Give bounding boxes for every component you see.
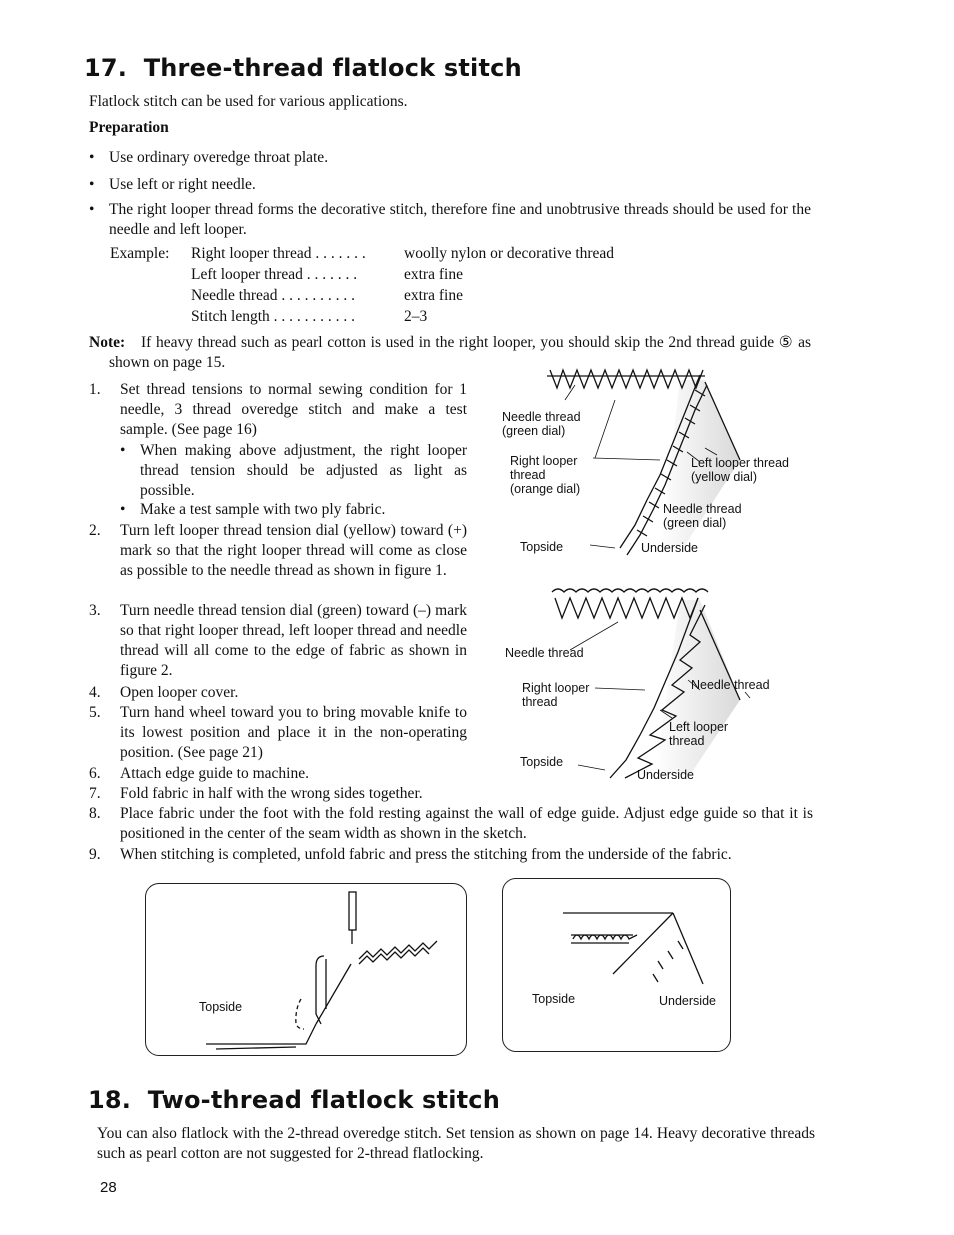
step-item: 6. Attach edge guide to machine.: [89, 765, 309, 782]
bullet-item: • Use ordinary overedge throat plate.: [89, 149, 329, 166]
bullet-item: • The right looper thread forms the decorative stitch, therefore fine and unobtrusive threads should be used for the needle and left looper.: [89, 201, 811, 238]
sketch-right-topside: Topside: [532, 992, 576, 1006]
sketch-unfolded-fabric: [502, 878, 731, 1052]
fig2-label-left-looper: Left looper thread: [669, 720, 729, 748]
step-number: 7.: [89, 785, 101, 802]
figure-1-stitch-diagram: [495, 360, 815, 560]
fig2-label-needle-thread: Needle thread: [505, 646, 584, 660]
example-value: woolly nylon or decorative thread: [404, 245, 615, 262]
fig1-label-needle-thread-right: Needle thread (green dial): [663, 502, 742, 530]
step-number: 5.: [89, 704, 101, 721]
step-item: 1. Set thread tensions to normal sewing condition for 1 needle, 3 thread overedge stitch and make a test sample. (See page 16): [89, 381, 467, 438]
step-item: 8. Place fabric under the foot with the fold resting against the wall of edge guide. Adjust edge guide so that it is positioned in the center of the seam width as shown in the sketch.: [89, 805, 813, 842]
page-number: 28: [100, 1179, 117, 1196]
step-subbullet: • When making above adjustment, the right looper thread tension should be adjusted as light as possible.: [120, 442, 467, 499]
fig1-label-left-looper: Left looper thread (yellow dial): [691, 456, 789, 484]
example-row: Needle thread . . . . . . . . . .: [191, 287, 355, 304]
note-label: Note:: [89, 334, 126, 351]
bullet-dot-icon: •: [89, 149, 95, 166]
fig2-label-topside: Topside: [520, 755, 564, 769]
bullet-dot-icon: •: [120, 501, 126, 518]
example-value: extra fine: [404, 287, 463, 304]
step-number: 9.: [89, 846, 101, 863]
bullet-item: • Use left or right needle.: [89, 176, 256, 193]
section-18-number: 18.: [88, 1086, 132, 1114]
section-18-text: You can also flatlock with the 2-thread overedge stitch. Set tension as shown on page 14. Heavy decorative threads such as pearl cotton are not suggested for 2-thread flatlocking.: [97, 1125, 815, 1162]
fig1-label-needle-thread: Needle thread (green dial): [502, 410, 581, 438]
step-number: 8.: [89, 805, 101, 822]
section-17-title: Three-thread flatlock stitch: [143, 54, 522, 82]
step-number: 6.: [89, 765, 101, 782]
fig2-label-needle-thread-right: Needle thread: [691, 678, 770, 692]
fig2-label-right-looper: Right looper thread: [522, 681, 590, 709]
step-number: 4.: [89, 684, 101, 701]
step-item: 2. Turn left looper thread tension dial (yellow) toward (+) mark so that the right looper thread will come as close as possible to the needle thread as shown in figure 1.: [89, 522, 467, 579]
fig1-label-topside: Topside: [520, 540, 564, 554]
example-row: Stitch length . . . . . . . . . . .: [191, 308, 356, 325]
sketch-left-topside: Topside: [199, 1000, 243, 1014]
example-table: [110, 244, 710, 328]
bullet-dot-icon: •: [120, 442, 126, 459]
bullet-dot-icon: •: [89, 176, 95, 193]
step-item: 7. Fold fabric in half with the wrong sides together.: [89, 785, 423, 802]
section-17-intro: Flatlock stitch can be used for various applications.: [89, 93, 408, 110]
step-number: 2.: [89, 522, 101, 539]
step-item: 3. Turn needle thread tension dial (green) toward (–) mark so that right looper thread, left looper thread and needle thread will all come to the edge of fabric as shown in figure 2.: [89, 602, 467, 679]
example-row: Right looper thread . . . . . . .: [191, 245, 366, 262]
example-value: 2–3: [404, 308, 428, 325]
fig1-label-underside: Underside: [641, 541, 698, 555]
bullet-dot-icon: •: [89, 201, 95, 218]
step-item: 5. Turn hand wheel toward you to bring movable knife to its lowest position and place it in the non-operating position. (See page 21): [89, 704, 467, 761]
sketch-edge-guide: [145, 883, 467, 1056]
unfolded-fabric-drawing: [503, 879, 730, 1051]
edge-guide-drawing: [146, 884, 466, 1055]
example-value: extra fine: [404, 266, 463, 283]
section-17-number: 17.: [84, 54, 128, 82]
fig2-label-underside: Underside: [637, 768, 694, 782]
step-number: 3.: [89, 602, 101, 619]
sketch-right-underside: Underside: [659, 994, 716, 1008]
note-text: If heavy thread such as pearl cotton is used in the right looper, you should skip the 2nd thread guide ⑤ as shown on page 15.: [109, 334, 811, 371]
step-item: 9. When stitching is completed, unfold fabric and press the stitching from the underside of the fabric.: [89, 846, 732, 863]
example-row: Left looper thread . . . . . . .: [191, 266, 358, 283]
step-subbullet: • Make a test sample with two ply fabric.: [120, 501, 386, 518]
section-18-heading: [88, 1086, 500, 1114]
section-18-title: Two-thread flatlock stitch: [147, 1086, 501, 1114]
example-label: Example:: [110, 245, 170, 262]
section-17-heading: [84, 54, 522, 82]
preparation-heading: Preparation: [89, 119, 169, 136]
step-number: 1.: [89, 381, 101, 398]
figure-2-stitch-diagram: [500, 580, 800, 785]
fig1-label-right-looper: Right looper thread (orange dial): [510, 454, 581, 496]
step-item: 4. Open looper cover.: [89, 684, 239, 701]
